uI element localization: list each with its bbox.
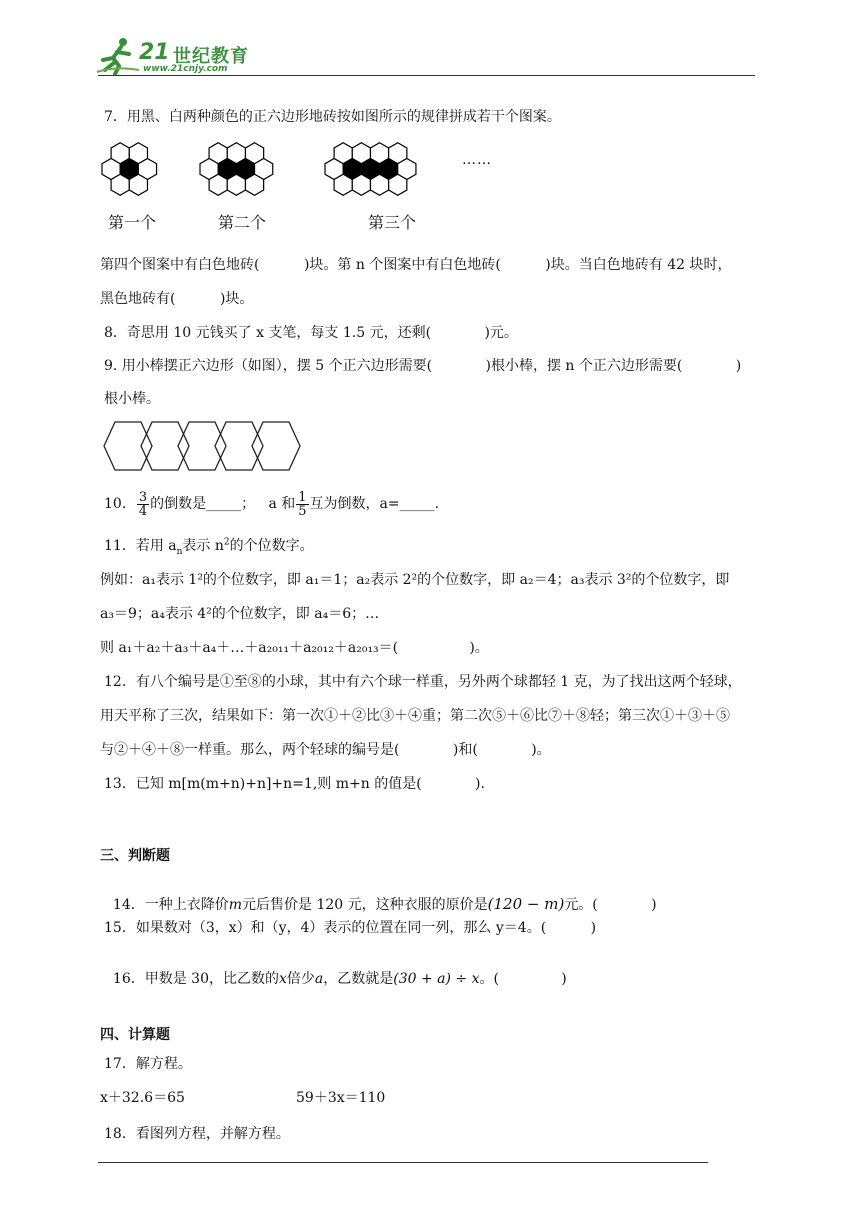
question-18-title: 18．看图列方程，并解方程。: [104, 1126, 290, 1142]
logo: [95, 36, 265, 76]
question-12-line3: 与②＋④＋⑧一样重。那么，两个轻球的编号是( )和( )。: [100, 742, 551, 758]
question-7-line1: 第四个图案中有白色地砖( )块。第 n 个图案中有白色地砖( )块。当白色地砖有 42 块时，: [100, 257, 732, 273]
logo-text: 世纪教育: [173, 46, 249, 67]
white-tile: [334, 174, 352, 195]
runner-logo-icon: [95, 36, 141, 76]
question-14: 14．一种上衣降价m元后售价是 120 元，这种衣服的原价是(120 − m)元。( ): [112, 895, 657, 913]
fraction-three-quarters: $\frac{3}{4}$: [138, 489, 148, 519]
ellipsis: ……: [462, 152, 492, 168]
question-11-example-line3: 则 a₁＋a₂＋a₃＋a₄＋…＋a₂₀₁₁＋a₂₀₁₂＋a₂₀₁₃＝( )。: [100, 640, 489, 656]
white-tile: [111, 174, 129, 195]
logo-url: www.21cnjy.com: [143, 64, 228, 74]
footer-rule: [98, 1162, 708, 1163]
question-17-title: 17．解方程。: [104, 1056, 192, 1072]
stick-hexagon: [215, 422, 263, 470]
question-8-text: 8．奇思用 10 元钱买了 x 支笔，每支 1.5 元，还剩( )元。: [104, 325, 518, 341]
question-7-text: 7．用黑、白两种颜色的正六边形地砖按如图所示的规律拼成若干个图案。: [104, 109, 561, 125]
stick-hexagon: [178, 422, 226, 470]
equation-2: 59＋3x＝110: [296, 1090, 386, 1106]
question-16: 16．甲数是 30，比乙数的x倍少a，乙数就是(30 + a) ÷ x。( ): [112, 971, 567, 987]
q10-mid2: 互为倒数，a=_____.: [309, 496, 440, 512]
white-tile: [227, 174, 245, 195]
equation-1: x＋32.6＝65: [100, 1090, 185, 1106]
question-12-line1: 12．有八个编号是①至⑧的小球，其中有六个球一样重，另外两个球都轻 1 克，为了找出这两个轻球，: [104, 674, 742, 690]
white-tile: [129, 174, 147, 195]
question-11-example-line1: 例如：a₁表示 1²的个位数字，即 a₁＝1；a₂表示 2²的个位数字，即 a₂＝4；a₃表示 3²的个位数字，即: [100, 572, 730, 588]
caption-third: 第三个: [368, 213, 417, 232]
stick-hexagon: [104, 422, 152, 470]
question-15-text: 15．如果数对（3，x）和（y，4）表示的位置在同一列，那么 y＝4。( ): [104, 920, 597, 936]
logo-number: 21: [139, 40, 170, 65]
section-4-title: 四、计算题: [100, 1027, 170, 1043]
question-11-example-line2: a₃＝9；a₄表示 4²的个位数字，即 a₄＝6；…: [100, 606, 380, 622]
question-9-line2: 根小棒。: [104, 391, 160, 407]
q10-prefix: 10．: [104, 496, 136, 512]
question-12-line2: 用天平称了三次，结果如下：第一次①＋②比③＋④重；第二次⑤＋⑥比⑦＋⑧轻；第三次①＋③＋⑤: [100, 708, 730, 724]
question-10: [104, 484, 439, 524]
caption-first: 第一个: [108, 213, 157, 232]
caption-second: 第二个: [218, 213, 267, 232]
question-13-text: 13．已知 m[m(m+n)+n]+n=1,则 m+n 的值是( ).: [104, 776, 485, 792]
white-tile: [245, 174, 263, 195]
white-tile: [370, 174, 388, 195]
white-tile: [389, 174, 407, 195]
header-rule: [98, 75, 755, 76]
q10-mid1: 的倒数是_____； a 和: [150, 496, 296, 512]
question-7-line2: 黑色地砖有( )块。: [100, 291, 254, 307]
hexagon-pattern-figure: [100, 140, 510, 198]
question-9-line1: 9. 用小棒摆正六边形（如图），摆 5 个正六边形需要( )根小棒，摆 n 个正六边形需要( ): [104, 358, 742, 374]
stick-hexagon: [252, 422, 300, 470]
white-tile: [352, 174, 370, 195]
stick-hexagon: [141, 422, 189, 470]
section-3-title: 三、判断题: [100, 848, 170, 864]
question-11-line1: 11．若用 $a_n$表示 $n^2$的个位数字。: [104, 537, 314, 557]
stick-hexagons-figure: [102, 420, 316, 472]
white-tile: [209, 174, 227, 195]
fraction-one-fifth: $\frac{1}{5}$: [298, 489, 307, 519]
